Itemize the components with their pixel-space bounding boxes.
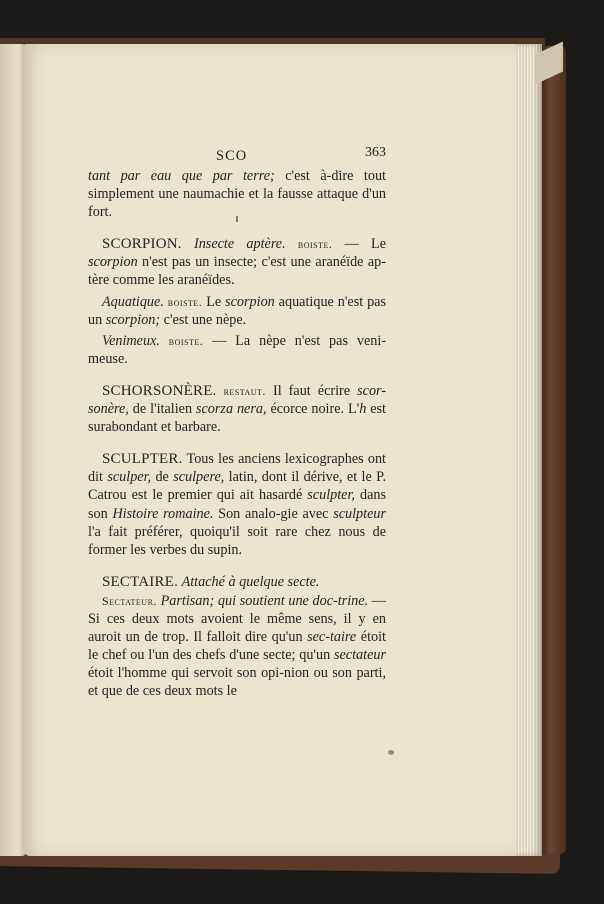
italic-text: scorpion; <box>105 311 161 328</box>
italic-text: scor-sonère, <box>88 382 386 418</box>
italic-text: sec-taire <box>307 629 357 646</box>
text: l'a fait préférer, quoiqu'il soit rare chez nous de former les verbes du supin. <box>88 523 386 558</box>
source: boiste. <box>168 333 204 348</box>
text: — Si ces deux mots avoient le même sens, il y en auroit un de trop. Il falloit dire qu'un <box>88 592 386 646</box>
sub-headword: Venimeux. <box>102 332 160 349</box>
page-number: 363 <box>365 145 386 160</box>
italic-text: scorpion <box>88 254 138 271</box>
text: — La nèpe n'est pas veni-meuse. <box>88 332 387 367</box>
text: est surabondant et barbare. <box>88 401 386 436</box>
sub-entry-sectateur <box>88 592 386 701</box>
source: restaut. <box>223 383 266 398</box>
paper-stain <box>388 750 394 755</box>
page-header <box>88 146 386 166</box>
continuation-paragraph <box>88 167 386 221</box>
text: étoit le chef ou l'un des chefs d'une secte; qu'un <box>88 629 386 664</box>
continuation-italic: tant par eau que par terre; <box>88 168 275 184</box>
sub-entry-venimeux <box>88 332 386 368</box>
text: de <box>151 469 174 486</box>
source: boiste. <box>167 294 203 309</box>
text: dans son <box>88 487 386 522</box>
entry-scorpion <box>88 235 386 289</box>
text: étoit l'homme qui servoit son opi-nion ou son parti, et que de ces deux mots le <box>88 665 386 700</box>
italic-text: sculpter, <box>307 487 355 504</box>
definition: Insecte aptère. <box>193 236 286 253</box>
book-spine <box>540 46 566 854</box>
page-text <box>88 146 386 700</box>
text: de l'italien <box>128 401 196 418</box>
text: écorce noire. L' <box>266 401 360 418</box>
source: boiste. <box>297 237 333 252</box>
text: Son analo-gie avec <box>213 505 334 522</box>
definition: Attaché à quelque secte. <box>181 573 320 590</box>
left-page-edge <box>0 44 26 856</box>
running-head: SCO <box>216 148 248 164</box>
text: latin, dont il dérive, et le P. Catrou est le premier qui ait hasardé <box>88 469 386 504</box>
italic-text: sculpteur <box>333 505 386 522</box>
text: Il faut écrire <box>265 382 358 399</box>
text: Tous les anciens lexicographes ont dit <box>88 451 386 486</box>
italic-text: h <box>359 401 367 418</box>
page-stack-edges <box>512 44 542 856</box>
italic-text: sectateur <box>333 647 386 664</box>
continuation-text: c'est à-dire tout <box>274 168 386 184</box>
entry-sculpter <box>88 450 386 559</box>
sub-entry-aquatique <box>88 293 386 329</box>
text: c'est une nèpe. <box>160 311 247 328</box>
italic-text: Histoire romaine. <box>112 505 214 522</box>
entry-schorsonere <box>88 382 386 436</box>
italic-text: scorpion <box>225 293 275 310</box>
headword-sculpter: SCULPTER. <box>102 451 183 468</box>
text: n'est pas un insecte; c'est une aranéïde ap-tère comme les aranéïdes. <box>88 254 386 289</box>
headword-schorsonere: SCHORSONÈRE. <box>102 382 217 399</box>
text: aquatique n'est pas un <box>88 293 386 328</box>
text: — Le <box>332 236 387 253</box>
italic-text: scorza nera, <box>195 401 267 418</box>
sub-headword: Sectateur. <box>102 593 157 608</box>
continuation-line-2: simplement une naumachie et la fausse attaque <box>88 186 358 203</box>
headword-sectaire: SECTAIRE. <box>102 573 179 590</box>
headword-scorpion: SCORPION. <box>102 236 182 253</box>
italic-text: sculper, <box>107 469 152 486</box>
italic-text: sculpere, <box>173 469 225 486</box>
entry-sectaire <box>88 573 386 591</box>
text: Le <box>202 293 226 310</box>
continuation-line-3: d'un fort. <box>88 186 387 221</box>
definition: Partisan; qui soutient une doc-trine. <box>160 592 369 609</box>
sub-headword: Aquatique. <box>102 293 164 310</box>
